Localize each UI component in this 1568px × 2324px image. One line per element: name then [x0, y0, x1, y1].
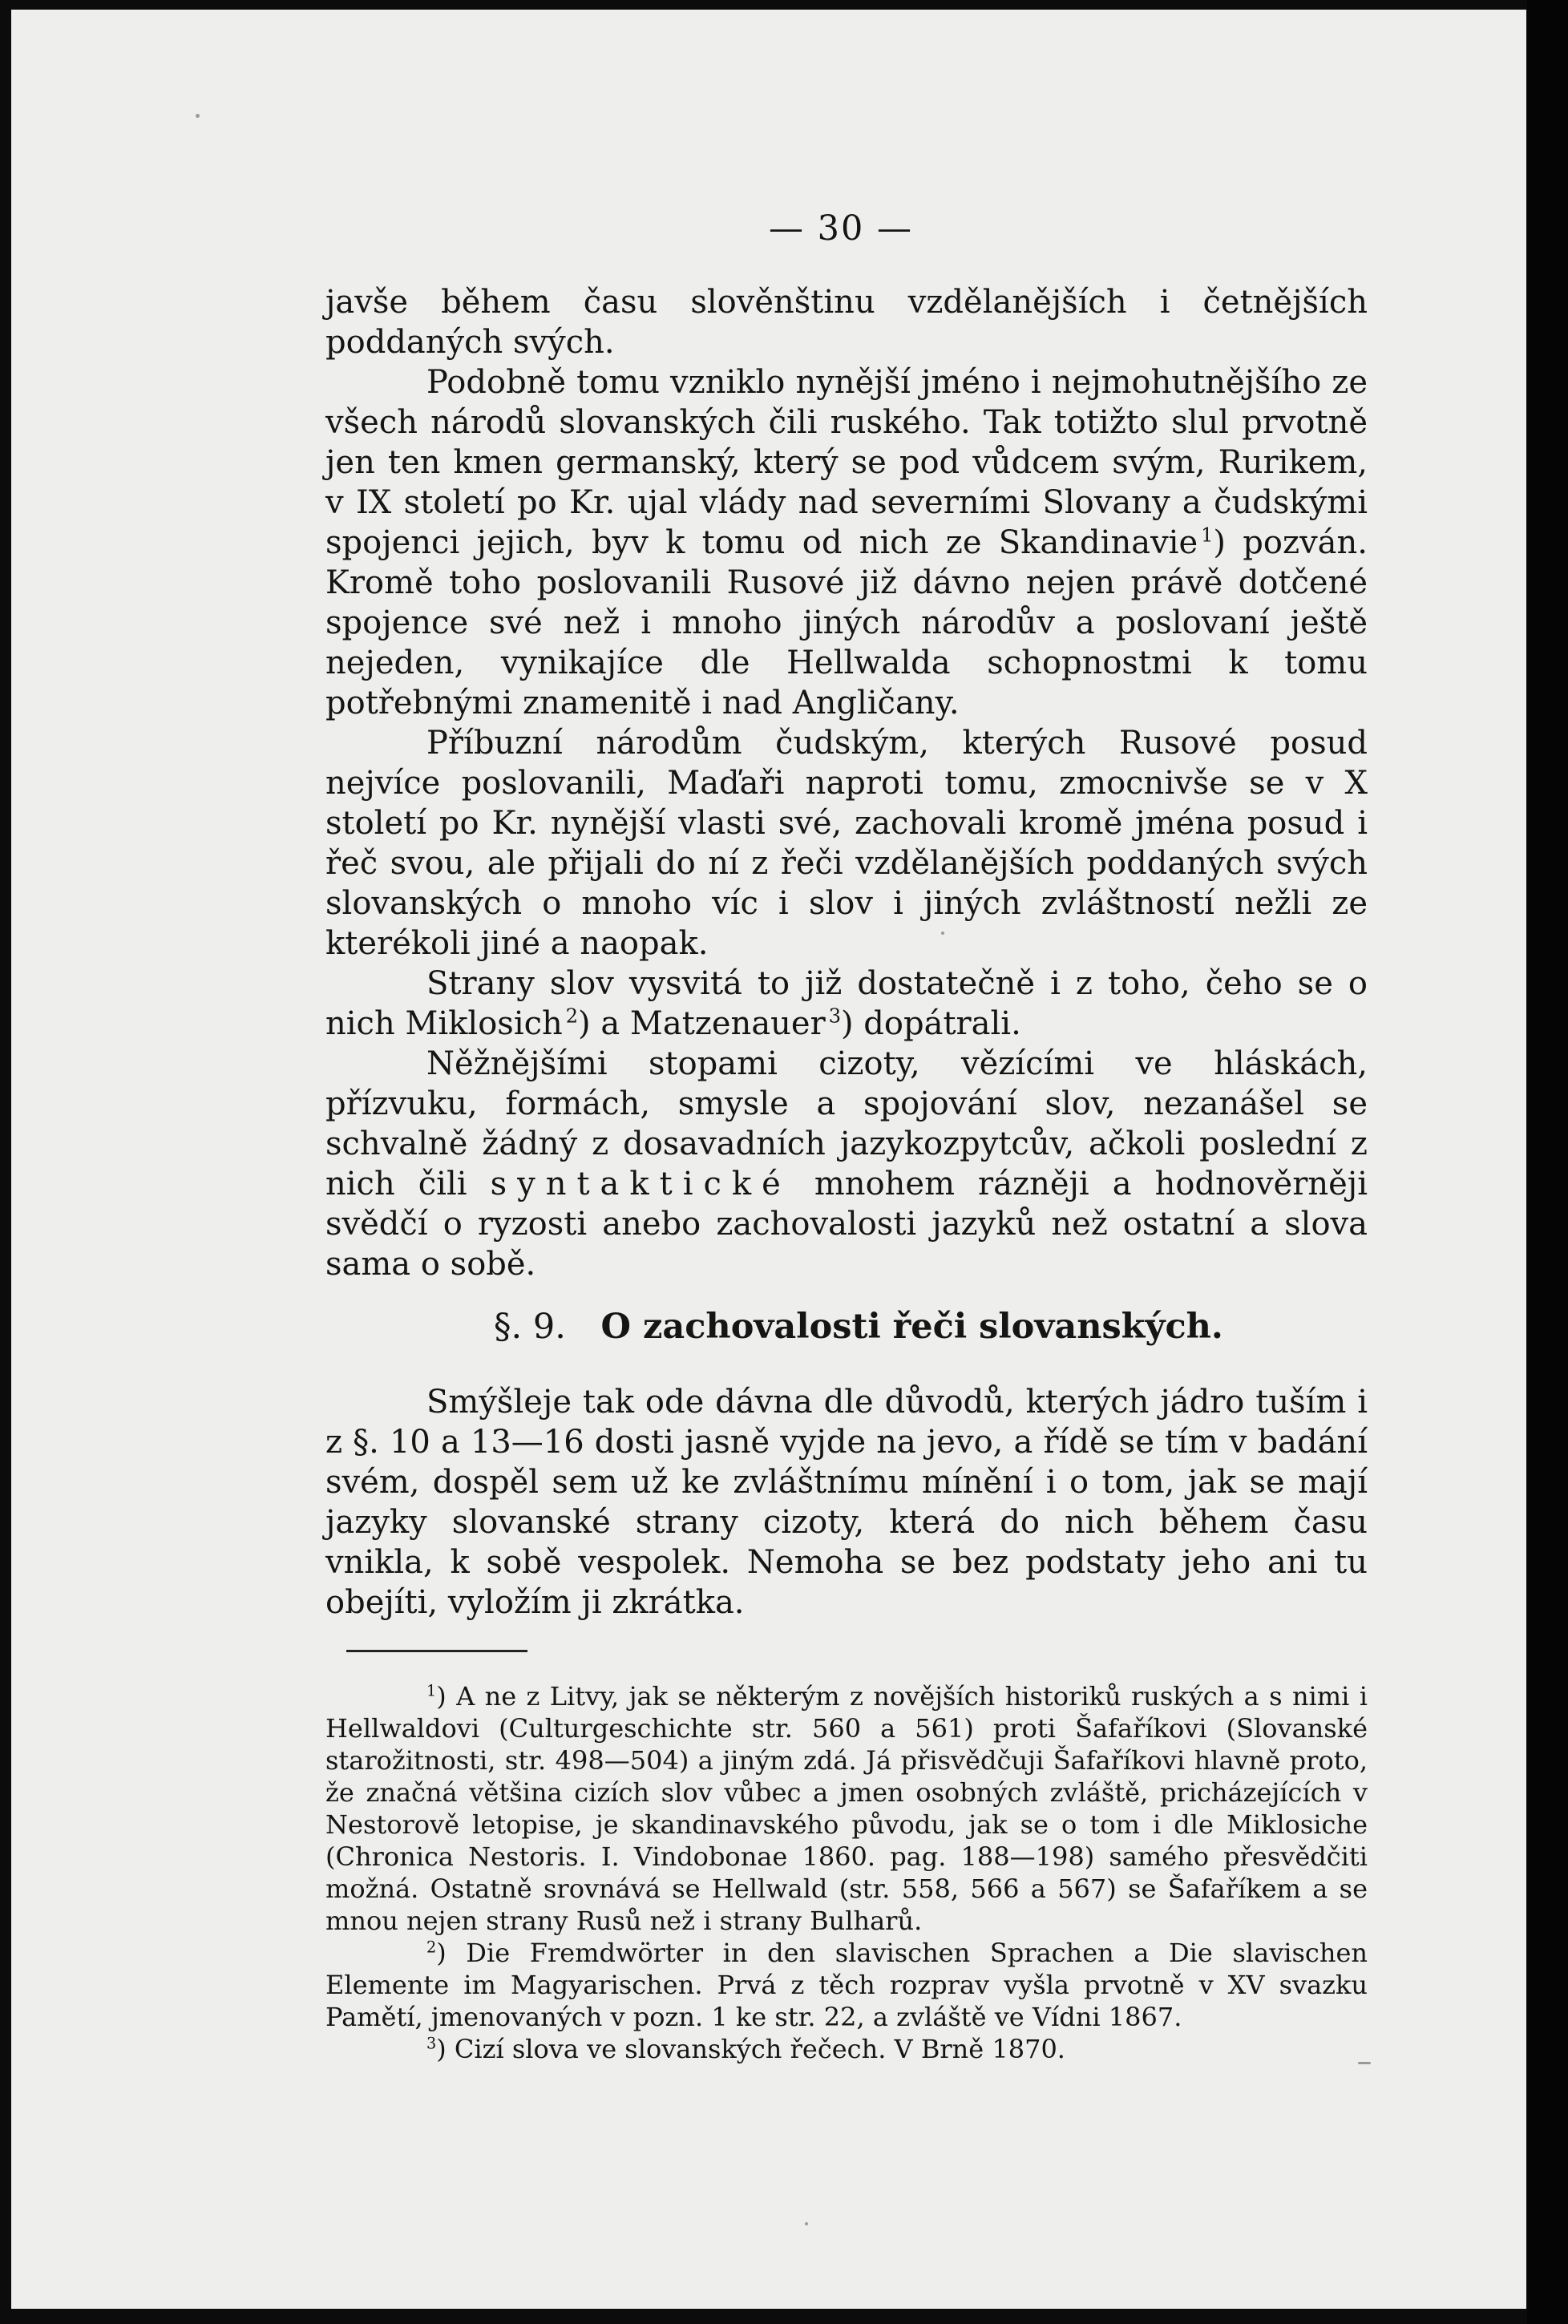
- footnote-2: [325, 1937, 1368, 2033]
- paragraph-2-text: Podobně tomu vzniklo nynější jméno i nejmohutnějšího ze všech národů slovanských čili ruského. Tak totižto slul prvotně jen ten kmen germanský, který se pod vůdcem svým, Rurikem, v IX století po Kr. ujal vlády nad severními Slovany a čudskými spojenci jejich, byv k tomu od nich ze Skandinavie: [325, 364, 1368, 561]
- paragraph-madari: [325, 723, 1368, 964]
- footnote-ref-1: 1: [1201, 523, 1214, 547]
- paper-speck: [196, 114, 200, 118]
- section-text: [325, 1382, 1368, 1623]
- footnote-1-mark: 1: [426, 1681, 437, 1700]
- paper-speck: [805, 2222, 808, 2225]
- section-paragraph: Smýšleje tak ode dávna dle důvodů, kterých jádro tuším i z §. 10 a 13—16 dosti jasně vyjde na jevo, a řídě se tím v badání svém, dospěl sem už ke zvláštnímu mínění i o tom, jak se mají jazyky slovanské strany cizoty, která do nich během času vnikla, k sobě vespolek. Nemoha se bez podstaty jeho ani tu obejíti, vyložím ji zkrátka.: [325, 1384, 1368, 1621]
- paragraph-rus: [325, 362, 1368, 723]
- main-text: [325, 282, 1368, 1284]
- paragraph-2-text-continued: ) pozván. Kromě toho poslovanili Rusové již dávno nejen právě dotčené spojence své než i mnoho jiných národův a poslovaní ještě nejeden, vynikajíce dle Hellwalda schopnostmi k tomu potřebnými znamenitě i nad Angličany.: [325, 524, 1368, 721]
- paragraph-4-text-c: ) dopátrali.: [840, 1005, 1021, 1042]
- paragraph-5-text-a: Něžnějšími stopami cizoty, vězícími ve hláskách, přízvuku, formách, smysle a spojování slov, nezanášel se schvalně žádný z dosavadních jazykozpytcův, ačkoli poslední z nich čili: [325, 1045, 1368, 1202]
- paragraph-slova: [325, 964, 1368, 1044]
- paragraph-4-text-a: Strany slov vysvitá to již dostatečně i z toho, čeho se o nich Miklosich: [325, 965, 1368, 1042]
- paragraph-continuation: [325, 282, 1368, 362]
- footnote-separator: [346, 1650, 527, 1652]
- footnote-3: [325, 2033, 1368, 2065]
- paragraph-1-text: javše během času slověnštinu vzdělanějších i četnějších poddaných svých.: [325, 284, 1368, 361]
- page-number: — 30 —: [768, 208, 914, 249]
- section-heading: [325, 1304, 1368, 1349]
- spaced-emphasis-word: syntaktické: [490, 1166, 791, 1202]
- footnote-ref-3: 3: [828, 1004, 841, 1028]
- section-number: §. 9.: [494, 1307, 566, 1347]
- footnote-ref-2: 2: [565, 1004, 579, 1028]
- footnote-1: [325, 1680, 1368, 1937]
- scan-border: [1527, 0, 1568, 2324]
- paper-speck: [1358, 2062, 1371, 2064]
- paper-speck: [941, 932, 944, 935]
- footnote-3-text: ) Cizí slova ve slovanských řečech. V Brně 1870.: [436, 2034, 1065, 2064]
- paragraph-stopy: [325, 1044, 1368, 1284]
- footnote-3-mark: 3: [426, 2034, 437, 2053]
- footnote-1-text: ) A ne z Litvy, jak se některým z novějších historiků ruských a s nimi i Hellwaldovi (Culturgeschichte str. 560 a 561) proti Šafaříkovi (Slovanské starožitnosti, str. 498—504) a jiným zdá. Já přisvědčuji Šafaříkovi hlavně proto, že značná většina cizích slov vůbec a jmen osobných zvláště, pricházejících v Nestorově letopise, je skandinavského původu, jak se o tom i dle Miklosiche (Chronica Nestoris. I. Vindobonae 1860. pag. 188—198) samého přesvědčiti možná. Ostatně srovnává se Hellwald (str. 558, 566 a 567) se Šafaříkem a se mnou nejen strany Rusů než i strany Bulharů.: [325, 1681, 1368, 1936]
- footnotes: [325, 1680, 1368, 2065]
- book-page: [11, 10, 1526, 2309]
- paragraph-4-text-b: ) a Matzenauer: [578, 1005, 826, 1042]
- paragraph-3-text: Příbuzní národům čudským, kterých Rusové posud nejvíce poslovanili, Maďaři naproti tomu, zmocnivše se v X století po Kr. nynější vlasti své, zachovali kromě jména posud i řeč svou, ale přijali do ní z řeči vzdělanějších poddaných svých slovanských o mnoho víc i slov i jiných zvláštností nežli ze kterékoli jiné a naopak.: [325, 725, 1368, 962]
- footnote-2-mark: 2: [426, 1938, 437, 1957]
- paragraph-5-text-b: mnohem rázněji a hodnověrněji svědčí o ryzosti anebo zachovalosti jazyků než ostatní a slova sama o sobě.: [325, 1166, 1368, 1283]
- section-title: O zachovalosti řeči slovanských.: [600, 1307, 1223, 1347]
- footnote-2-text: ) Die Fremdwörter in den slavischen Sprachen a Die slavischen Elemente im Magyarischen. Prvá z těch rozprav vyšla prvotně v XV svazku Pamětí, jmenovaných v pozn. 1 ke str. 22, a zvláště ve Vídni 1867.: [325, 1938, 1368, 2032]
